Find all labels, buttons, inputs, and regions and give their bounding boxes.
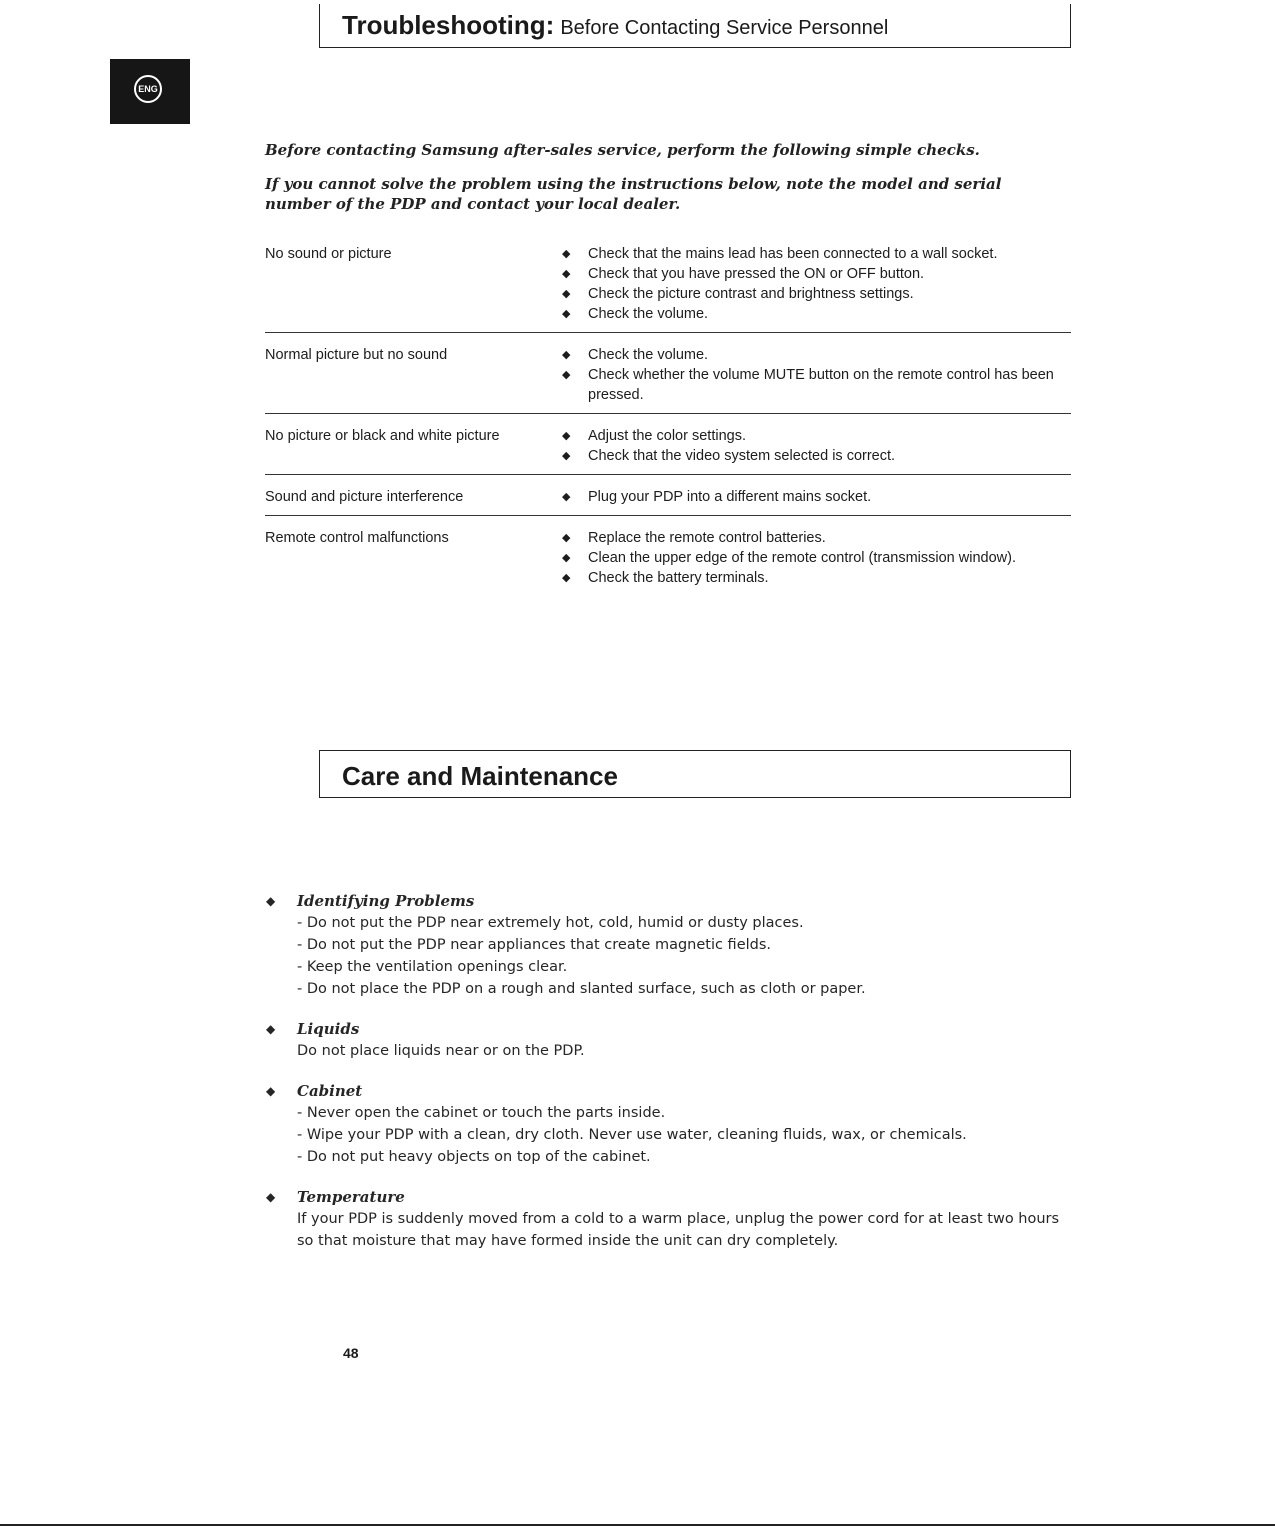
check-list xyxy=(562,345,1071,405)
troubleshooting-title: Troubleshooting: xyxy=(342,10,555,40)
table-row xyxy=(265,344,1071,414)
care-item-identifying-problems xyxy=(266,890,1066,1000)
care-item-cabinet xyxy=(266,1080,1066,1168)
list-item: ◆ Check that you have pressed the ON or OFF button. xyxy=(562,264,1071,284)
list-item: ◆ Replace the remote control batteries. xyxy=(562,528,1071,548)
problem-label: Remote control malfunctions xyxy=(265,530,449,546)
intro-line-2: If you cannot solve the problem using the instructions below, note the model and serial number of the PDP and contact your local dealer. xyxy=(265,175,1002,213)
page-number: 48 xyxy=(343,1345,359,1361)
care-item-temperature xyxy=(266,1186,1066,1252)
care-item-title: Cabinet xyxy=(297,1082,363,1100)
check-list xyxy=(562,244,1071,324)
language-badge xyxy=(110,59,190,124)
troubleshooting-subtitle: Before Contacting Service Personnel xyxy=(560,17,889,39)
table-row xyxy=(265,425,1071,475)
list-item: ◆ Check the picture contrast and brightness settings. xyxy=(562,284,1071,304)
table-row xyxy=(265,527,1071,596)
care-item-line: - Do not put the PDP near appliances that create magnetic fields. xyxy=(297,937,772,953)
diamond-bullet-icon: ◆ xyxy=(266,894,276,908)
check-list xyxy=(562,426,1071,466)
list-item: ◆ Check the battery terminals. xyxy=(562,568,1071,588)
care-item-title: Identifying Problems xyxy=(297,892,475,910)
diamond-bullet-icon: ◆ xyxy=(266,1022,276,1036)
problem-label: No picture or black and white picture xyxy=(265,428,500,444)
list-item: ◆ Check that the video system selected is correct. xyxy=(562,446,1071,466)
care-title: Care and Maintenance xyxy=(342,761,618,791)
care-section xyxy=(266,890,1066,1270)
problem-label: Sound and picture interference xyxy=(265,489,464,505)
table-row xyxy=(265,486,1071,516)
list-item: ◆ Check that the mains lead has been connected to a wall socket. xyxy=(562,244,1071,264)
list-item: ◆ Check whether the volume MUTE button on the remote control has been pressed. xyxy=(562,365,1071,405)
table-row xyxy=(265,243,1071,333)
check-list xyxy=(562,487,1071,507)
troubleshooting-table xyxy=(265,243,1071,607)
check-list xyxy=(562,528,1071,588)
care-item-line: - Do not place the PDP on a rough and slanted surface, such as cloth or paper. xyxy=(297,981,866,997)
troubleshooting-header xyxy=(319,4,1071,48)
list-item: ◆ Clean the upper edge of the remote control (transmission window). xyxy=(562,548,1071,568)
diamond-bullet-icon: ◆ xyxy=(266,1084,276,1098)
intro-line-1: Before contacting Samsung after-sales service, perform the following simple checks. xyxy=(265,141,980,159)
footer-divider xyxy=(0,1524,1275,1526)
care-item-line: If your PDP is suddenly moved from a cold to a warm place, unplug the power cord for at least two hours so that moisture that may have formed inside the unit can dry completely. xyxy=(297,1211,1060,1249)
care-item-title: Liquids xyxy=(297,1020,360,1038)
care-header xyxy=(319,750,1071,798)
care-item-title: Temperature xyxy=(297,1188,405,1206)
eng-icon: ENG xyxy=(134,75,162,103)
problem-label: No sound or picture xyxy=(265,246,392,262)
care-item-line: - Do not put the PDP near extremely hot, cold, humid or dusty places. xyxy=(297,915,804,931)
list-item: ◆ Check the volume. xyxy=(562,304,1071,324)
care-item-liquids xyxy=(266,1018,1066,1062)
care-item-line: - Wipe your PDP with a clean, dry cloth. Never use water, cleaning fluids, wax, or chemicals. xyxy=(297,1127,967,1143)
list-item: ◆ Check the volume. xyxy=(562,345,1071,365)
care-item-line: - Do not put heavy objects on top of the cabinet. xyxy=(297,1149,651,1165)
care-item-line: - Never open the cabinet or touch the parts inside. xyxy=(297,1105,666,1121)
problem-label: Normal picture but no sound xyxy=(265,347,448,363)
diamond-bullet-icon: ◆ xyxy=(266,1190,276,1204)
care-item-line: Do not place liquids near or on the PDP. xyxy=(297,1043,585,1059)
care-item-line: - Keep the ventilation openings clear. xyxy=(297,959,568,975)
list-item: ◆ Plug your PDP into a different mains socket. xyxy=(562,487,1071,507)
list-item: ◆ Adjust the color settings. xyxy=(562,426,1071,446)
